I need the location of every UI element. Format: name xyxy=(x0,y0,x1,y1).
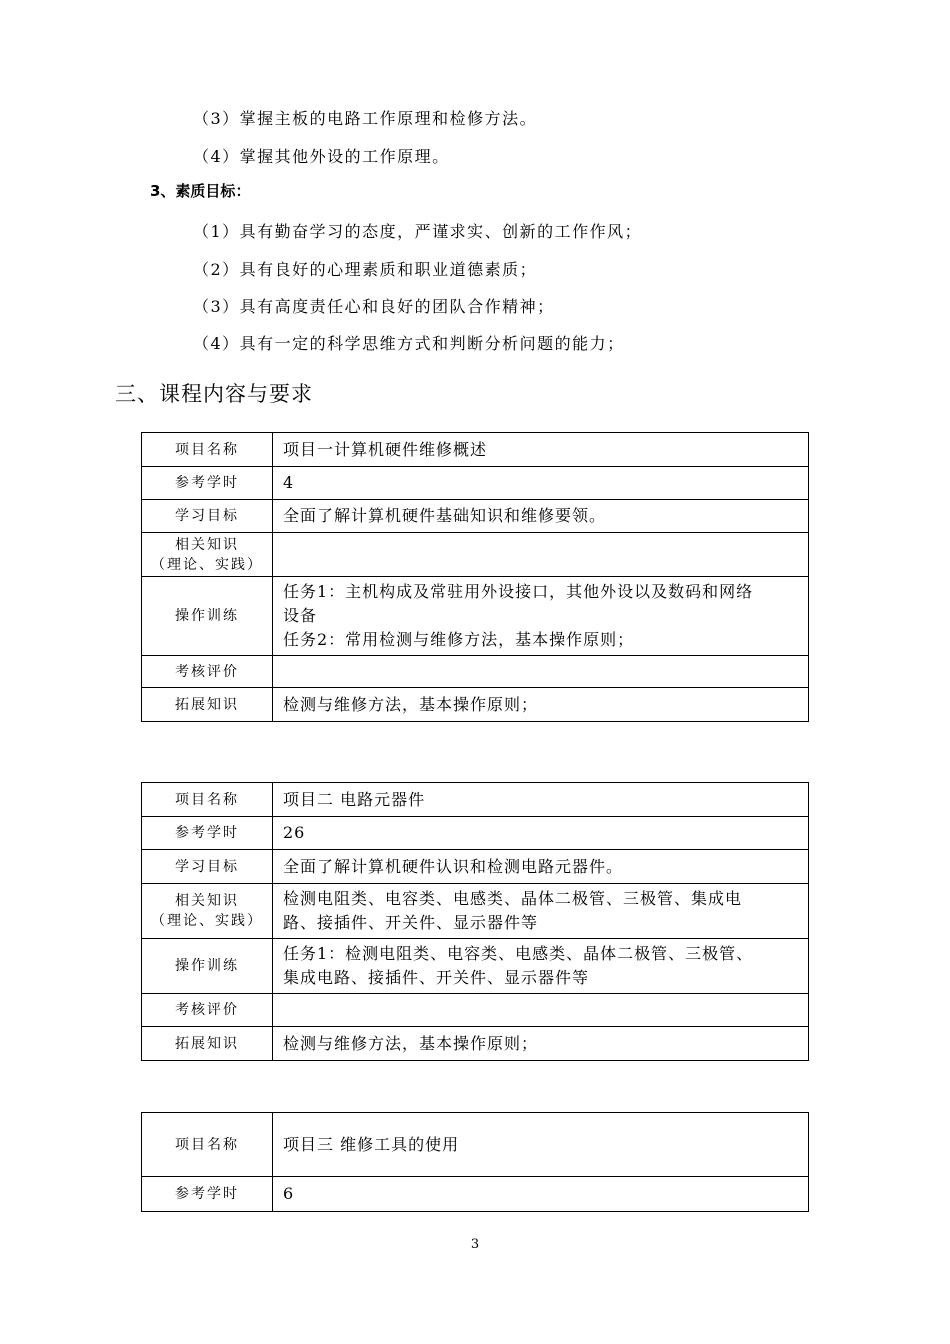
project1-hours: 4 xyxy=(273,467,809,500)
project1-training-line3: 任务2：常用检测与维修方法，基本操作原则； xyxy=(283,630,635,649)
row-label-training: 操作训练 xyxy=(142,939,273,994)
row-label-knowledge xyxy=(142,533,273,577)
project2-objective: 全面了解计算机硬件认识和检测电路元器件。 xyxy=(273,850,809,884)
table-row xyxy=(142,850,809,884)
row-label-knowledge-line2: （理论、实践） xyxy=(151,556,263,573)
row-label-knowledge-line1: 相关知识 xyxy=(175,893,239,909)
knowledge-goal-3: （3）掌握主板的电路工作原理和检修方法。 xyxy=(193,109,538,128)
table-row xyxy=(142,817,809,850)
project1-name: 项目一计算机硬件维修概述 xyxy=(273,433,809,467)
row-label-training: 操作训练 xyxy=(142,577,273,656)
quality-goal-4: （4）具有一定的科学思维方式和判断分析问题的能力； xyxy=(193,334,625,353)
project3-hours: 6 xyxy=(273,1177,809,1212)
quality-goal-1: （1）具有勤奋学习的态度，严谨求实、创新的工作作风； xyxy=(193,222,643,241)
table-row xyxy=(142,500,809,533)
row-label-assessment: 考核评价 xyxy=(142,994,273,1027)
page-number: 3 xyxy=(470,1237,480,1252)
table-row xyxy=(142,433,809,467)
project3-table xyxy=(141,1112,809,1212)
table-row xyxy=(142,1027,809,1061)
project1-knowledge xyxy=(273,533,809,577)
row-label-hours: 参考学时 xyxy=(142,467,273,500)
project2-training-line1: 任务1：检测电阻类、电容类、电感类、晶体二极管、三极管、 xyxy=(283,944,754,963)
table-row xyxy=(142,994,809,1027)
row-label-objective: 学习目标 xyxy=(142,850,273,884)
row-label-extension: 拓展知识 xyxy=(142,688,273,722)
table-row xyxy=(142,1177,809,1212)
row-label-name: 项目名称 xyxy=(142,433,273,467)
section-title: 三、课程内容与要求 xyxy=(115,382,313,406)
quality-goal-2: （2）具有良好的心理素质和职业道德素质； xyxy=(193,260,538,279)
row-label-hours: 参考学时 xyxy=(142,817,273,850)
project2-assessment xyxy=(273,994,809,1027)
project1-training-line2: 设备 xyxy=(283,606,318,625)
row-label-name: 项目名称 xyxy=(142,1113,273,1177)
project2-name: 项目二 电路元器件 xyxy=(273,783,809,817)
project1-training-line1: 任务1：主机构成及常驻用外设接口，其他外设以及数码和网络 xyxy=(283,582,754,601)
table-row xyxy=(142,1113,809,1177)
table-row xyxy=(142,656,809,688)
row-label-name: 项目名称 xyxy=(142,783,273,817)
knowledge-goal-4: （4）掌握其他外设的工作原理。 xyxy=(193,147,450,166)
row-label-extension: 拓展知识 xyxy=(142,1027,273,1061)
quality-goal-heading: 3、素质目标： xyxy=(150,182,251,200)
project2-knowledge xyxy=(273,884,809,939)
project2-training xyxy=(273,939,809,994)
project2-knowledge-line1: 检测电阻类、电容类、电感类、晶体二极管、三极管、集成电 xyxy=(283,889,743,908)
table-row xyxy=(142,577,809,656)
project2-table xyxy=(141,782,809,1061)
row-label-knowledge-line1: 相关知识 xyxy=(175,536,239,553)
table-row xyxy=(142,783,809,817)
project2-hours: 26 xyxy=(273,817,809,850)
table-row xyxy=(142,884,809,939)
row-label-objective: 学习目标 xyxy=(142,500,273,533)
project2-extension: 检测与维修方法，基本操作原则； xyxy=(273,1027,809,1061)
project1-training xyxy=(273,577,809,656)
row-label-assessment: 考核评价 xyxy=(142,656,273,688)
project2-knowledge-line2: 路、接插件、开关件、显示器件等 xyxy=(283,913,539,932)
table-row xyxy=(142,688,809,722)
table-row xyxy=(142,939,809,994)
quality-goal-3: （3）具有高度责任心和良好的团队合作精神； xyxy=(193,297,555,316)
project1-assessment xyxy=(273,656,809,688)
table-row xyxy=(142,533,809,577)
row-label-hours: 参考学时 xyxy=(142,1177,273,1212)
project1-table xyxy=(141,432,809,722)
project2-training-line2: 集成电路、接插件、开关件、显示器件等 xyxy=(283,968,590,987)
project1-objective: 全面了解计算机硬件基础知识和维修要领。 xyxy=(273,500,809,533)
row-label-knowledge xyxy=(142,884,273,939)
project1-extension: 检测与维修方法，基本操作原则； xyxy=(273,688,809,722)
row-label-knowledge-line2: （理论、实践） xyxy=(151,913,263,929)
table-row xyxy=(142,467,809,500)
project3-name: 项目三 维修工具的使用 xyxy=(273,1113,809,1177)
